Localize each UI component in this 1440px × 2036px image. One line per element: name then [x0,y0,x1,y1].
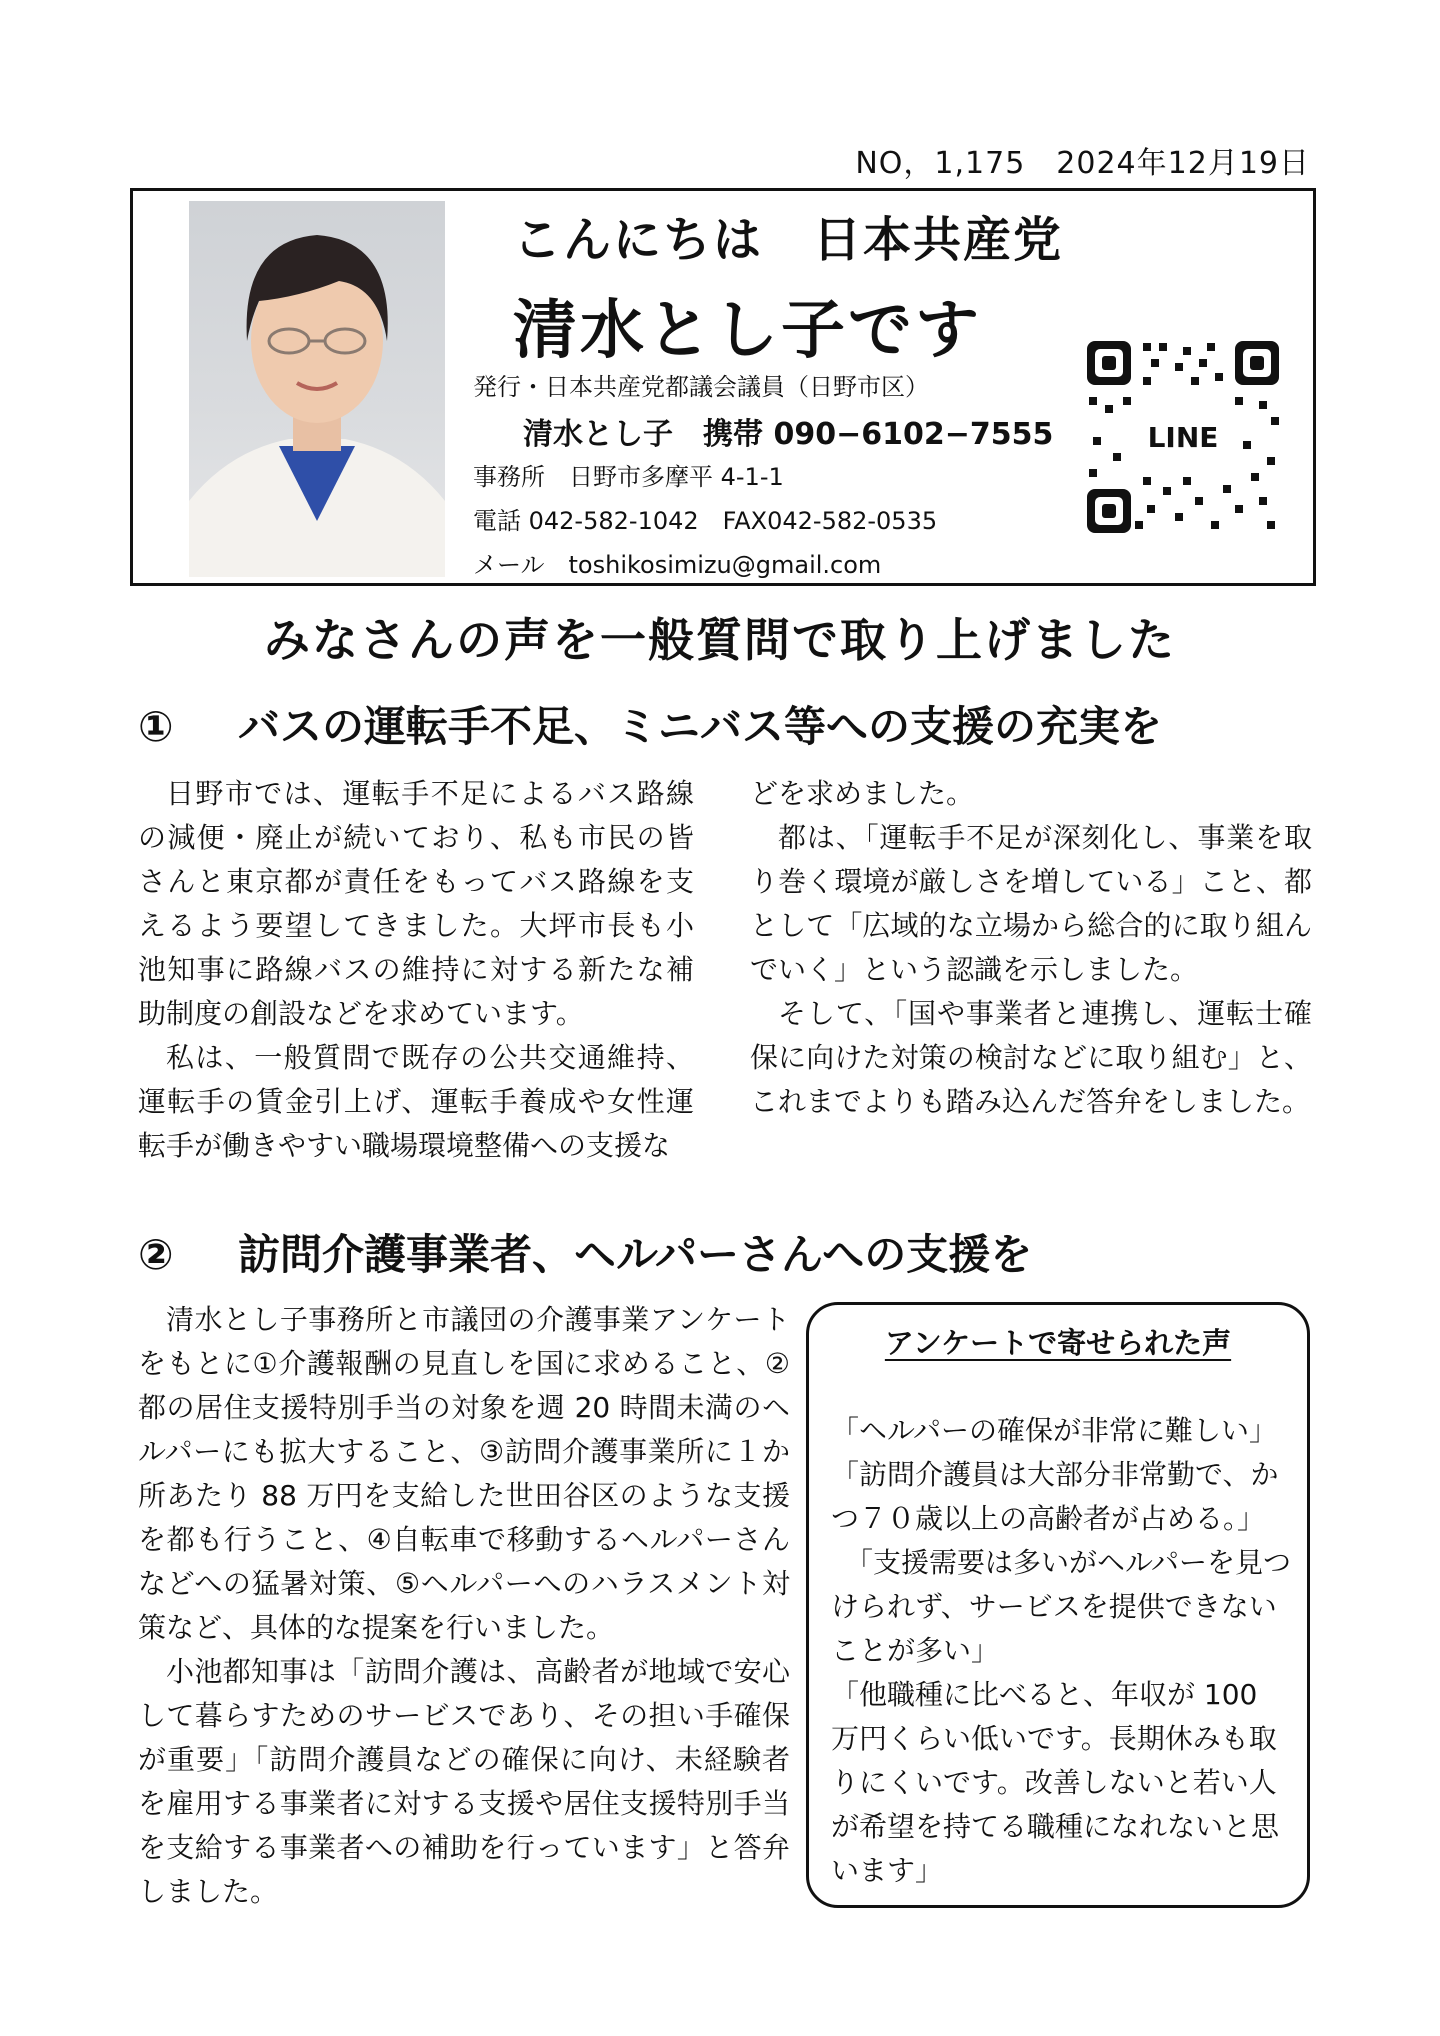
portrait-illustration [189,201,445,577]
survey-voice-4: 「他職種に比べると、年収が 100 万円くらい低いです。長期休みも取りにくいです。改善しないと若い人が希望を持てる職種になれないと思います」 [831,1678,1280,1887]
publisher-line: 発行・日本共産党都議会議員（日野市区） [473,373,929,401]
section1-left-column [138,772,694,1168]
office-address: 事務所 日野市多摩平 4-1-1 [473,463,784,491]
masthead-title-line1: こんにちは 日本共産党 [513,212,1064,268]
section1-right-paragraph-2: 都は、「運転手不足が深刻化し、事業を取り巻く環境が厳しさを増している」こと、都として「広域的な立場から総合的に取り組んでいく」という認識を示しました。 [750,821,1312,986]
section1-number: ① [138,702,174,751]
survey-voice-3: 「支援需要は多いがヘルパーを見つけられず、サービスを提供できないことが多い」 [831,1546,1292,1667]
phone-fax: 電話 042-582-1042 FAX042-582-0535 [473,507,938,535]
section1-right-paragraph-1: どを求めました。 [750,777,975,810]
section2-title-text: 訪問介護事業者、ヘルパーさんへの支援を [238,1230,1033,1279]
issue-number-date: NO，1,175 2024年12月19日 [855,146,1310,181]
email-address: メール toshikosimizu@gmail.com [473,551,882,579]
section1-left-paragraph-2: 私は、一般質問で既存の公共交通維持、運転手の賃金引上げ、運転手養成や女性運転手が働きやすい職場環境整備への支援な [138,1041,694,1162]
section2-paragraph-1: 清水とし子事務所と市議団の介護事業アンケートをもとに①介護報酬の見直しを国に求めること、②都の居住支援特別手当の対象を週 20 時間未満のヘルパーにも拡大すること、③訪問介護事業所に１か所あたり 88 万円を支給した世田谷区のような支援を都も行うこと、④自転車で移動するヘルパーさんなどへの猛暑対策、⑤ヘルパーへのハラスメント対策など、具体的な提案を行いました。 [138,1303,790,1644]
survey-box-title: アンケートで寄せられた声 [884,1326,1232,1360]
section2-number: ② [138,1230,174,1279]
portrait-photo [189,201,445,577]
section1-right-column [750,772,1312,1124]
section2-paragraph-2: 小池都知事は「訪問介護は、高齢者が地域で安心して暮らすためのサービスであり、その担い手確保が重要」「訪問介護員などの確保に向け、未経験者を雇用する事業者に対する支援や居住支援特別手当を支給する事業者への補助を行っています」と答弁しました。 [138,1655,790,1908]
section1-right-paragraph-3: そして、「国や事業者と連携し、運転士確保に向けた対策の検討などに取り組む」と、これまでよりも踏み込んだ答弁をしました。 [750,997,1312,1118]
survey-voice-1: 「ヘルパーの確保が非常に難しい」 [831,1414,1278,1447]
section2-title [138,1222,1032,1282]
section1-left-paragraph-1: 日野市では、運転手不足によるバス路線の減便・廃止が続いており、私も市民の皆さんと東京都が責任をもってバス路線を支えるよう要望してきました。大坪市長も小池知事に路線バスの維持に対する新たな補助制度の創設などを求めています。 [138,777,694,1030]
section2-column [138,1298,790,1914]
survey-voice-2: 「訪問介護員は大部分非常勤で、かつ７０歳以上の高齢者が占める。」 [831,1458,1279,1535]
main-headline: みなさんの声を一般質問で取り上げました [264,613,1176,667]
survey-box-body [831,1409,1293,1893]
name-mobile-line: 清水とし子 携帯 090−6102−7555 [523,417,1054,452]
section1-title [138,694,1162,754]
masthead [130,188,1316,586]
line-qr-code[interactable] [1083,337,1283,537]
masthead-title-line2: 清水とし子です [513,294,982,368]
qr-line-label: LINE [1147,421,1219,454]
survey-voices-box [806,1302,1310,1908]
section1-title-text: バスの運転手不足、ミニバス等への支援の充実を [238,702,1163,751]
